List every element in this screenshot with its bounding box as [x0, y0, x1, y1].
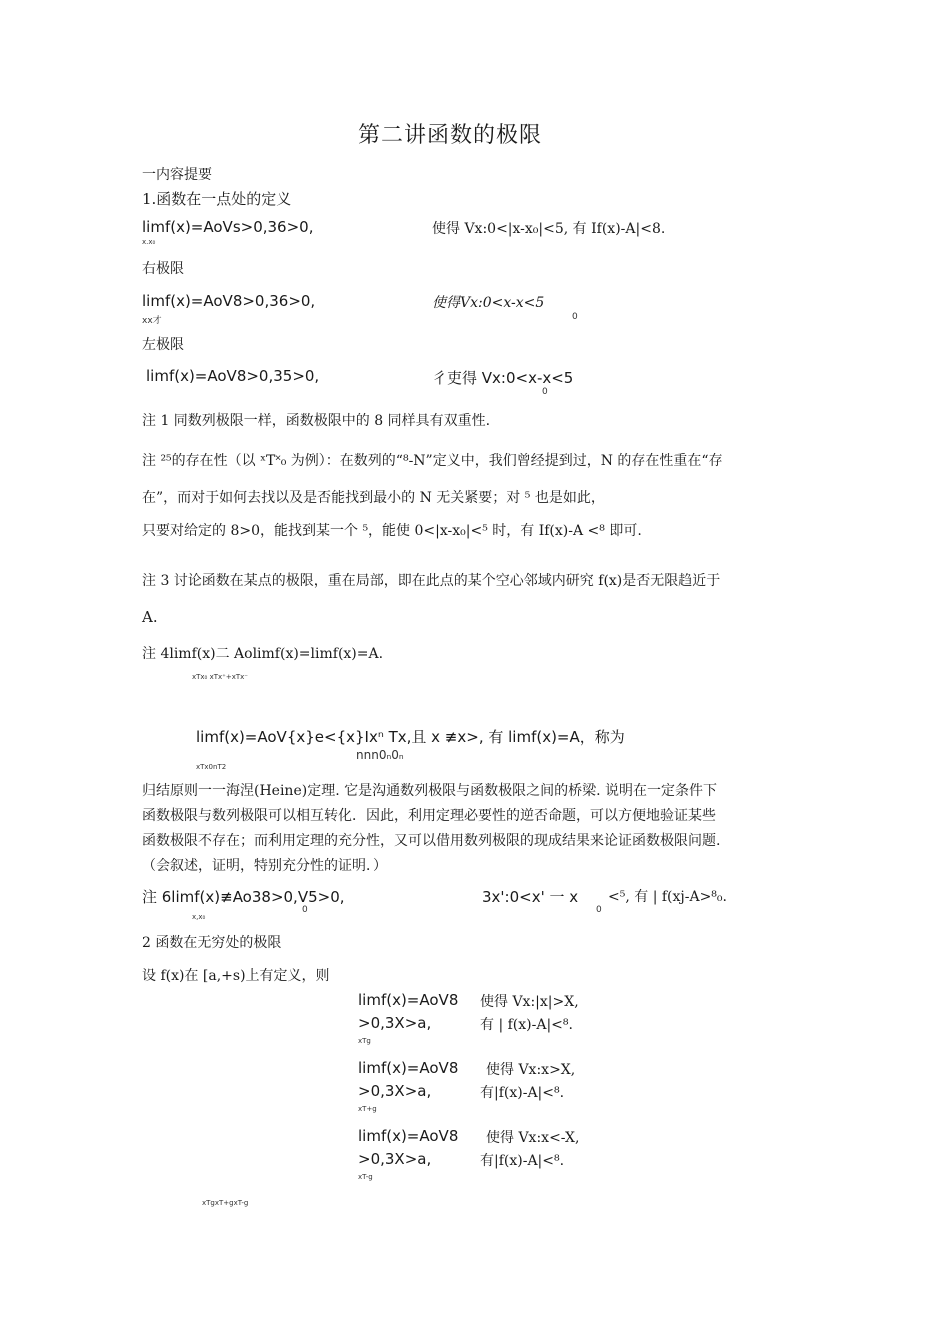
- note-3-line-1: 注 3 讨论函数在某点的极限，重在局部，即在此点的某个空心邻域内研究 f(x)是否无限趋近于: [142, 573, 721, 589]
- left-limit-formula: limf(x)=AoV8>0,35>0,: [146, 367, 320, 385]
- minus-infinity-limit-formula: limf(x)=AoV8: [358, 1127, 459, 1145]
- left-limit-zero: 0: [542, 387, 548, 397]
- left-limit-heading: 左极限: [142, 337, 184, 353]
- note-2-line-1: 注 ²⁵的存在性（以 ˣT˟₀ 为例）：在数列的“⁸-N”定义中，我们曾经提到过，N 的存在性重在“存: [142, 453, 723, 469]
- note-6-condition: 3x':0<x' 一 x: [482, 888, 579, 906]
- page-title: 第二讲函数的极限: [358, 123, 543, 148]
- plus-infinity-limit-condition: 使得 Vx:x>X,: [486, 1062, 576, 1078]
- note-2-line-3: 只要对给定的 8>0，能找到某一个 ⁵，能使 0<|x-x₀|<⁵ 时，有 If(x)-A <⁸ 即可.: [142, 523, 642, 539]
- minus-infinity-limit-formula-cont: >0,3X>a,: [358, 1150, 432, 1168]
- plus-infinity-limit-condition-cont: 有|f(x)-A|<⁸.: [480, 1085, 565, 1101]
- heine-paragraph-2: 函数极限与数列极限可以相互转化．因此，利用定理必要性的逆否命题，可以方便地验证某些: [142, 808, 716, 824]
- left-limit-condition: 彳吏得 Vx:0<x-x<5: [432, 369, 574, 387]
- right-limit-subscript: xx才: [142, 316, 162, 326]
- heine-subscript-2: xTx0nT2: [196, 763, 227, 771]
- heine-formula: limf(x)=AoV{x}e<{x}Ixⁿ Tx,且 x ≢x>, 有 limf(x)=A，称为: [196, 728, 625, 746]
- heine-subscript-1: nnn0ₙ0ₙ: [356, 748, 404, 762]
- limit-definition-condition: 使得 Vx:0<|x-x₀|<5, 有 If(x)-A|<8.: [432, 221, 666, 237]
- note-6-zero: 0: [302, 905, 308, 915]
- section-2-heading: 2 函数在无穷处的极限: [142, 935, 282, 951]
- note-4: 注 4limf(x)二 Aolimf(x)=limf(x)=A.: [142, 646, 384, 662]
- heine-paragraph-4: （会叙述，证明，特别充分性的证明．）: [142, 858, 387, 874]
- note-3-line-2: A.: [142, 608, 158, 626]
- note-6-condition-zero: 0: [596, 905, 602, 915]
- section-2-intro: 设 f(x)在 [a,+s)上有定义，则: [142, 968, 330, 984]
- note-6-subscript: x,x₀: [192, 913, 206, 921]
- heine-paragraph-1: 归结原则一一海涅(Heine)定理. 它是沟通数列极限与函数极限之间的桥梁. 说明在一定条件下: [142, 783, 717, 799]
- note-6-tail: <⁵, 有 | f(xj-A>⁸₀.: [608, 889, 727, 905]
- subsection-heading: 1.函数在一点处的定义: [142, 190, 292, 208]
- note-6-formula: 注 6limf(x)≢Ao38>0,V5>0,: [142, 888, 345, 906]
- minus-infinity-limit-subscript: xT-g: [358, 1173, 373, 1181]
- right-limit-condition: 使得Vx:0<x-x<5: [432, 295, 545, 311]
- right-limit-formula: limf(x)=AoV8>0,36>0,: [142, 292, 316, 310]
- minus-infinity-limit-condition-cont: 有|f(x)-A|<⁸.: [480, 1153, 565, 1169]
- section-heading: 一内容提要: [142, 167, 212, 183]
- plus-infinity-limit-subscript: xT+g: [358, 1105, 377, 1113]
- limit-definition-formula: limf(x)=AoVs>0,36>0,: [142, 218, 314, 236]
- footer-subscript: xTgxT+gxT-g: [202, 1199, 249, 1207]
- minus-infinity-limit-condition: 使得 Vx:x<-X,: [486, 1130, 580, 1146]
- heine-paragraph-3: 函数极限不存在；而利用定理的充分性，又可以借用数列极限的现成结果来论证函数极限问题.: [142, 833, 721, 849]
- infinity-limit-formula: limf(x)=AoV8: [358, 991, 459, 1009]
- infinity-limit-formula-cont: >0,3X>a,: [358, 1014, 432, 1032]
- note-2-line-2: 在”，而对于如何去找以及是否能找到最小的 N 无关紧要；对 ⁵ 也是如此，: [142, 490, 605, 506]
- note-4-subscript: xTx₀ xTx⁺+xTx⁻: [192, 673, 248, 681]
- plus-infinity-limit-formula-cont: >0,3X>a,: [358, 1082, 432, 1100]
- limit-subscript: x.x₀: [142, 238, 156, 246]
- infinity-limit-condition-cont: 有 | f(x)-A|<⁸.: [480, 1017, 573, 1033]
- right-limit-heading: 右极限: [142, 261, 184, 277]
- infinity-limit-condition: 使得 Vx:|x|>X,: [480, 994, 579, 1010]
- plus-infinity-limit-formula: limf(x)=AoV8: [358, 1059, 459, 1077]
- infinity-limit-subscript: xTg: [358, 1037, 371, 1045]
- note-1: 注 1 同数列极限一样，函数极限中的 8 同样具有双重性.: [142, 413, 491, 429]
- right-limit-zero: 0: [572, 312, 578, 322]
